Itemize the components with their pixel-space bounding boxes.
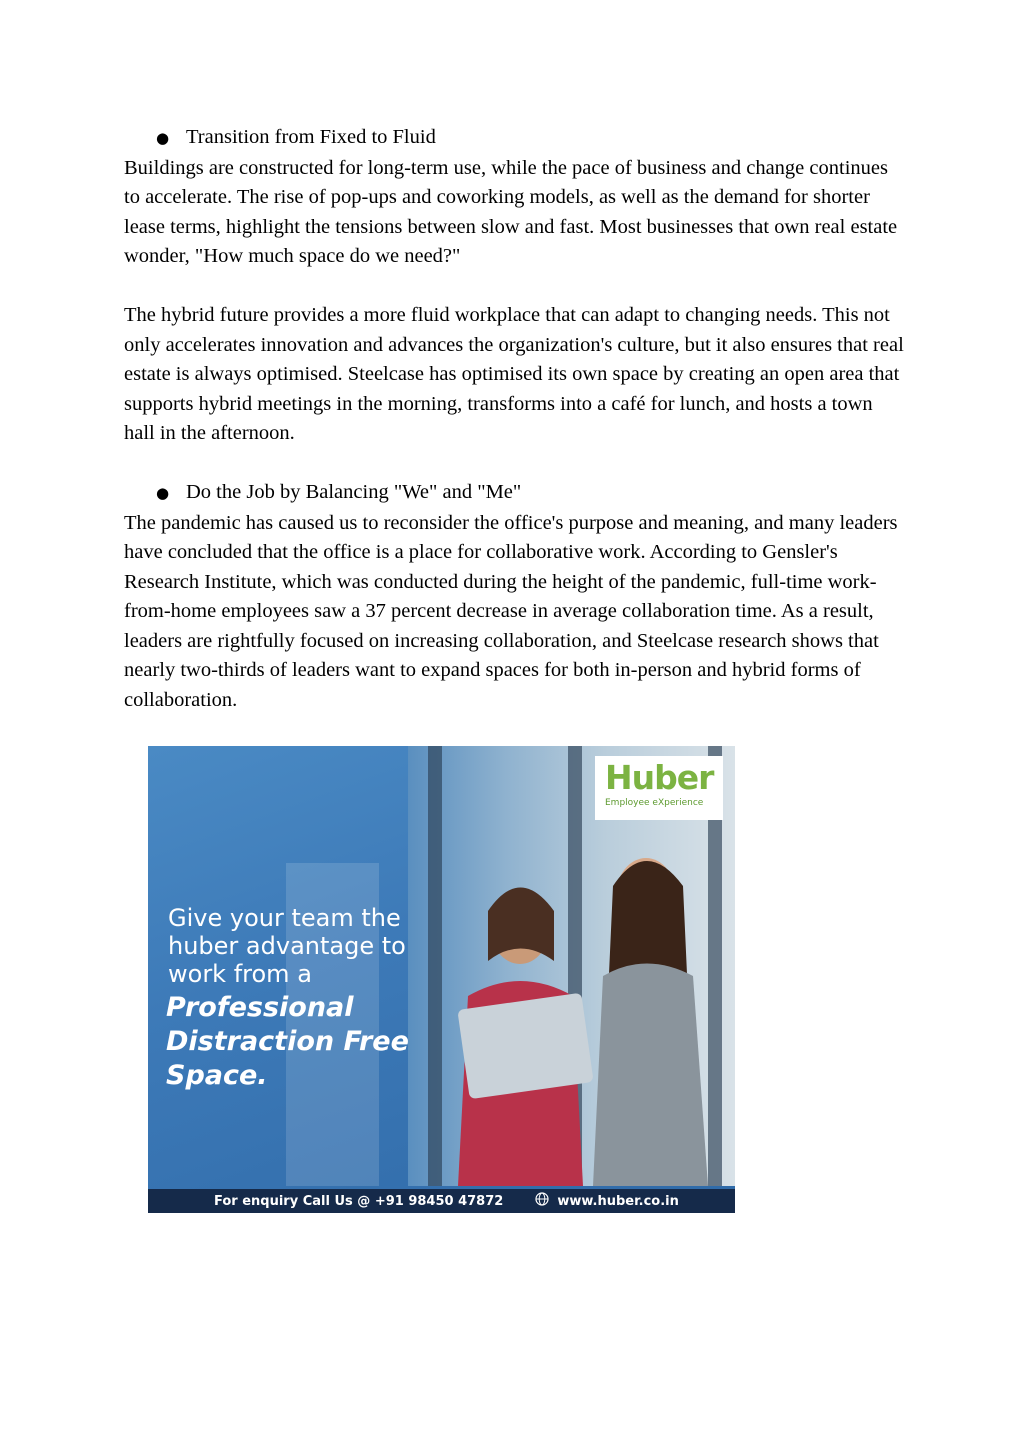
advertisement-banner: [148, 746, 735, 1213]
enquiry-phone: For enquiry Call Us @ +91 98450 47872: [214, 1193, 504, 1209]
bullet-text: Do the Job by Balancing "We" and "Me": [186, 481, 522, 503]
banner-tagline: Professional Distraction Free Space.: [166, 992, 409, 1091]
bullet-dot-icon: ●: [156, 129, 170, 147]
huber-logo: [595, 756, 723, 820]
logo-subtitle: Employee eXperience: [605, 798, 704, 808]
bullet-item: [124, 478, 904, 509]
website-link: www.huber.co.in: [557, 1193, 679, 1209]
bullet-dot-icon: ●: [156, 484, 170, 502]
banner-headline: Give your team the huber advantage to work from a: [168, 904, 406, 988]
paragraph: The hybrid future provides a more fluid workplace that can adapt to changing needs. This not only accelerates innovation and advances the organization's culture, but it also ensures that real estate is always optimised. Steelcase has optimised its own space by creating an open area that supports hybrid meetings in the morning, transforms into a café for lunch, and hosts a town hall in the afternoon.: [124, 304, 904, 444]
bullet-text: Transition from Fixed to Fluid: [186, 126, 436, 148]
paragraph: The pandemic has caused us to reconsider the office's purpose and meaning, and many leaders have concluded that the office is a place for collaborative work. According to Gensler's Research Institute, which was conducted during the height of the pandemic, full-time work-from-home employees saw a 37 percent decrease in average collaboration time. As a result, leaders are rightfully focused on increasing collaboration, and Steelcase research shows that nearly two-thirds of leaders want to expand spaces for both in-person and hybrid forms of collaboration.: [124, 511, 898, 711]
bullet-item: [124, 123, 904, 154]
document-body: [124, 123, 904, 715]
banner-footer: [148, 1189, 735, 1213]
logo-text: Huber: [605, 758, 714, 797]
globe-icon: [535, 1192, 549, 1210]
paragraph: Buildings are constructed for long-term use, while the pace of business and change continues to accelerate. The rise of pop-ups and coworking models, as well as the demand for shorter lease terms, highlight the tensions between slow and fast. Most businesses that own real estate wonder, "How much space do we need?": [124, 156, 898, 267]
